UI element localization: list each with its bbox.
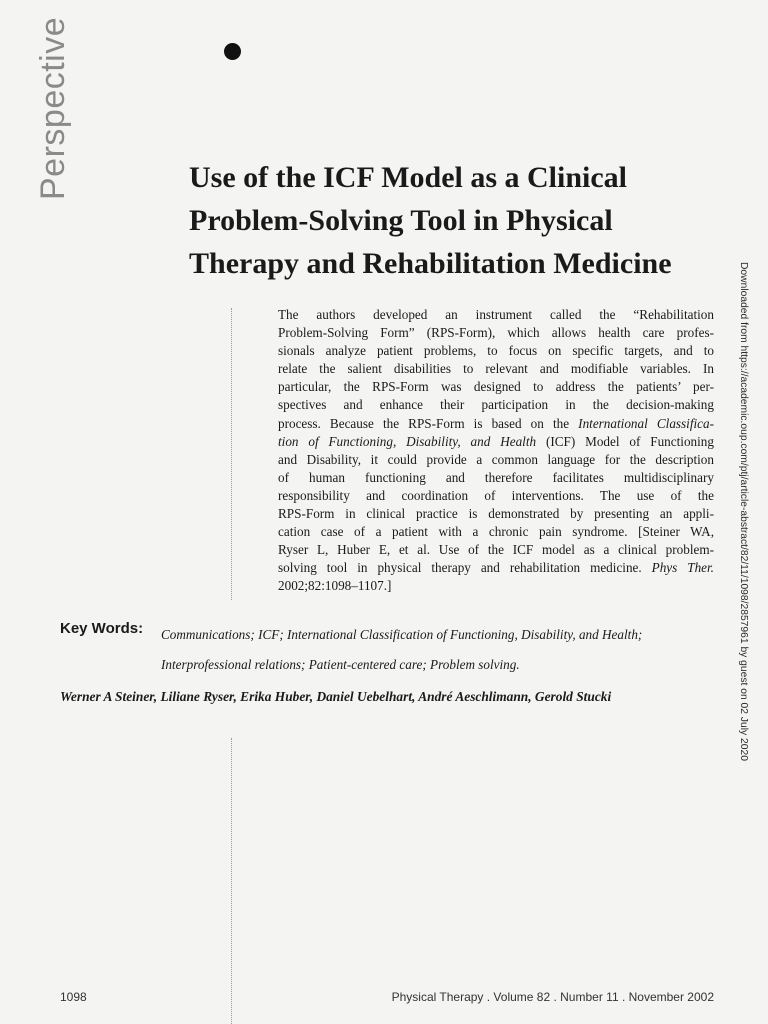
- key-words-label: Key Words:: [60, 620, 144, 637]
- abstract-line: relate the salient disabilities to relevant and modifiable variables. In: [278, 361, 714, 377]
- abstract-line: sionals analyze patient problems, to focus on specific targets, and to: [278, 343, 714, 359]
- abstract-italic: tion of Functioning, Disability, and Health: [278, 433, 537, 449]
- journal-abbrev: Phys Ther.: [651, 560, 714, 576]
- key-words: [161, 620, 721, 680]
- dotted-divider-top: [231, 308, 232, 600]
- title-line: Therapy and Rehabilitation Medicine: [189, 247, 672, 280]
- section-label: Perspective: [34, 16, 72, 200]
- abstract-line: The authors developed an instrument called the “Rehabilitation: [278, 307, 714, 322]
- abstract-line: Problem-Solving Form” (RPS-Form), which allows health care profes-: [278, 325, 714, 341]
- abstract-line: RPS-Form in clinical practice is demonstrated by presenting an appli-: [278, 506, 714, 522]
- abstract-line: process. Because the RPS-Form is based on the International Classifica-: [278, 415, 715, 431]
- abstract-line: cation case of a patient with a chronic pain syndrome. [Steiner WA,: [278, 524, 714, 540]
- download-watermark: Downloaded from https://academic.oup.com/ptj/article-abstract/82/11/1098/2857961 by guest on 02 July 2020: [738, 262, 749, 761]
- abstract-line: Ryser L, Huber E, et al. Use of the ICF model as a clinical problem-: [278, 542, 714, 558]
- page-number: 1098: [60, 990, 87, 1004]
- abstract-italic: International Classifica-: [578, 415, 715, 431]
- title-line: Problem-Solving Tool in Physical: [189, 204, 613, 237]
- key-words-line: Interprofessional relations; Patient-centered care; Problem solving.: [161, 657, 520, 672]
- abstract-line: 2002;82:1098–1107.]: [278, 578, 392, 594]
- title-line: Use of the ICF Model as a Clinical: [189, 161, 628, 194]
- abstract-line: and Disability, it could provide a common language for the description: [278, 451, 714, 467]
- abstract-line: tion of Functioning, Disability, and Health (ICF) Model of Functioning: [278, 433, 714, 449]
- abstract-line: particular, the RPS-Form was designed to address the patients’ per-: [278, 379, 714, 395]
- abstract-line: spectives and enhance their participation in the decision-making: [278, 397, 714, 413]
- abstract-line: solving tool in physical therapy and rehabilitation medicine. Phys Ther.: [278, 560, 714, 576]
- journal-footer: Physical Therapy . Volume 82 . Number 11 . November 2002: [391, 990, 714, 1004]
- abstract: [278, 306, 714, 596]
- author-list: Werner A Steiner, Liliane Ryser, Erika Huber, Daniel Uebelhart, André Aeschlimann, Gerold Stucki: [60, 689, 612, 704]
- dotted-divider-bottom: [231, 738, 232, 1024]
- article-title: [189, 156, 729, 285]
- bullet-dot-icon: [224, 43, 241, 60]
- abstract-line: of human functioning and therefore facilitates multidisciplinary: [278, 469, 714, 485]
- key-words-line: Communications; ICF; International Classification of Functioning, Disability, and Health;: [161, 627, 643, 642]
- abstract-line: responsibility and coordination of interventions. The use of the: [278, 487, 714, 503]
